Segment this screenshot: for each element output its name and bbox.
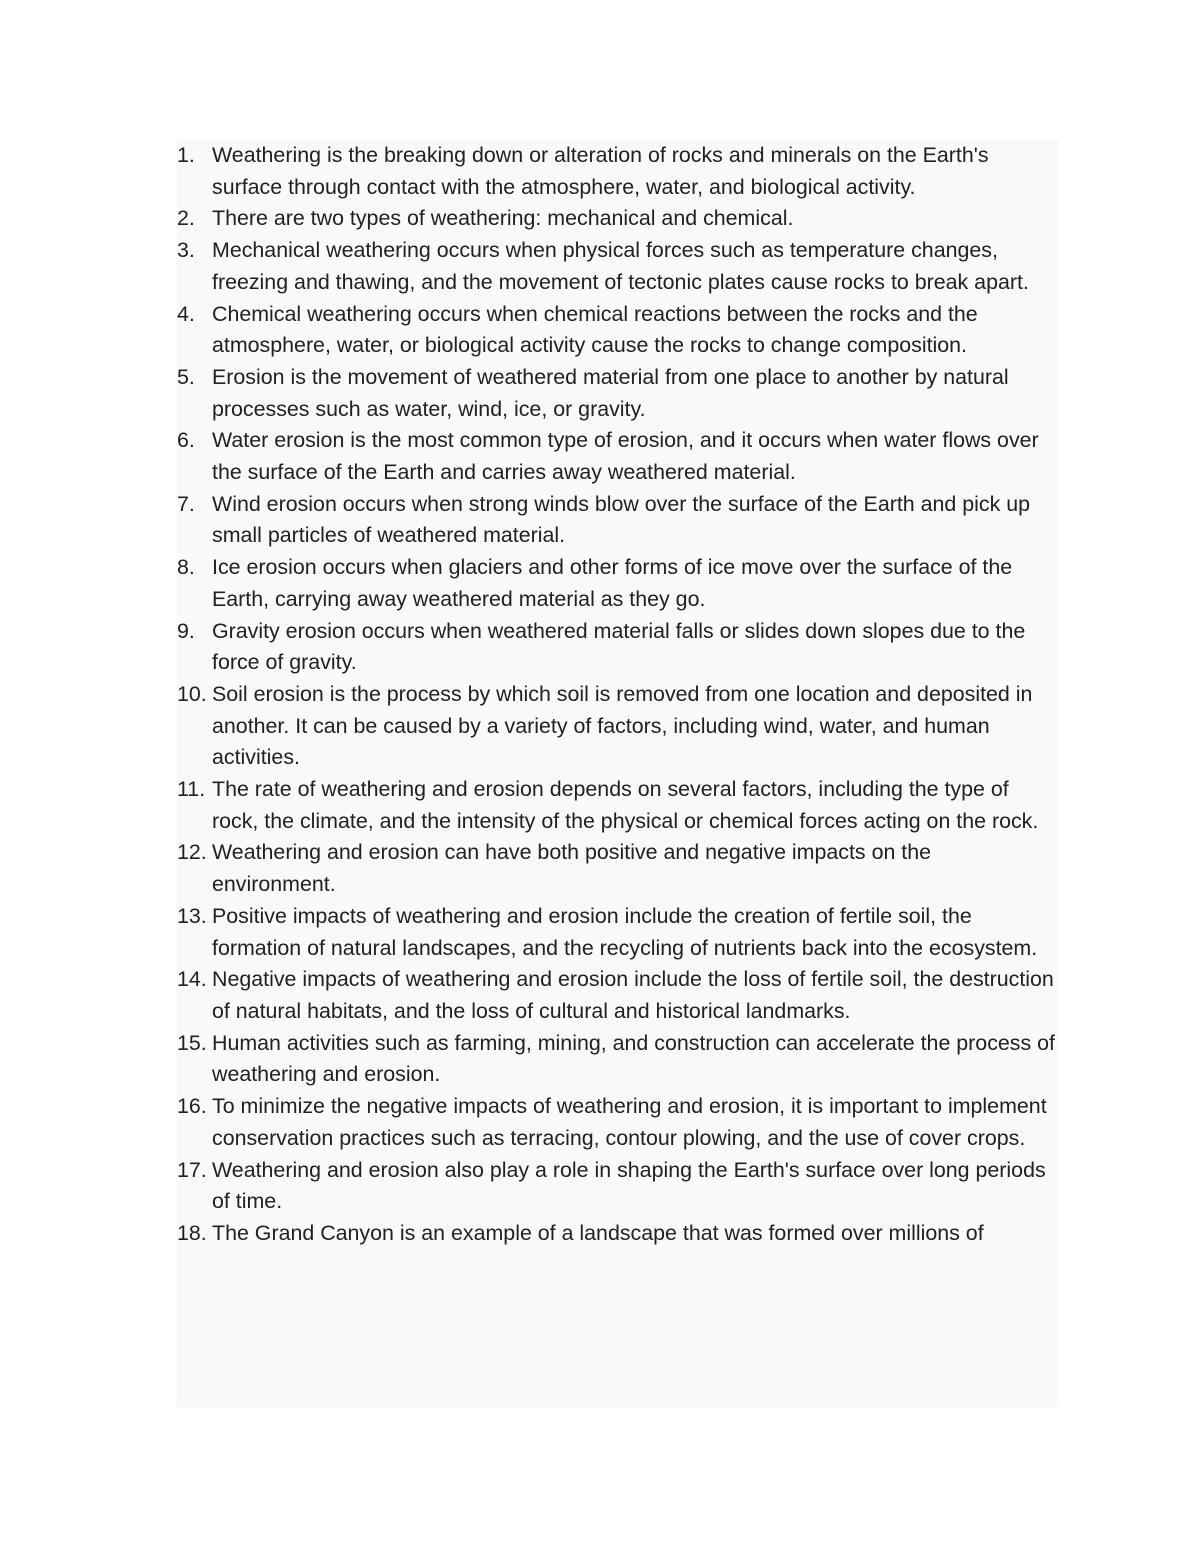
list-item-text: Weathering is the breaking down or alteration of rocks and minerals on the Earth's surface through contact with the atmosphere, water, and biological activity.: [212, 143, 989, 199]
list-item-text: Erosion is the movement of weathered material from one place to another by natural processes such as water, wind, ice, or gravity.: [212, 364, 1009, 421]
list-item-text: Positive impacts of weathering and erosion include the creation of fertile soil, the formation of natural landscapes, and the recycling of nutrients back into the ecosystem.: [212, 903, 1038, 960]
list-item-number: 17.: [177, 1157, 207, 1182]
list-item-number: 5.: [177, 364, 195, 389]
list-item-number: 10.: [177, 681, 207, 706]
list-item: [177, 837, 1059, 900]
list-item: [177, 1091, 1059, 1154]
list-item: [177, 774, 1059, 837]
list-item-number: 3.: [177, 238, 195, 263]
list-item-text: Wind erosion occurs when strong winds blow over the surface of the Earth and pick up small particles of weathered material.: [212, 491, 1031, 548]
list-item-number: 7.: [177, 491, 195, 516]
list-item-text: Chemical weathering occurs when chemical reactions between the rocks and the atmosphere, water, or biological activity cause the rocks to change composition.: [212, 301, 978, 358]
numbered-list-block: [177, 140, 1059, 1407]
list-item-text: Soil erosion is the process by which soil is removed from one location and deposited in another. It can be caused by a variety of factors, including wind, water, and human activities.: [212, 681, 1033, 770]
list-item: [177, 362, 1059, 425]
list-item-text: Weathering and erosion can have both positive and negative impacts on the environment.: [212, 840, 932, 897]
list-item-text: Mechanical weathering occurs when physical forces such as temperature changes, freezing and thawing, and the movement of tectonic plates cause rocks to break apart.: [212, 238, 1029, 294]
list-item-number: 11.: [177, 777, 206, 802]
list-item-text: The Grand Canyon is an example of a landscape that was formed over millions of: [212, 1220, 984, 1245]
list-item: [177, 1155, 1059, 1218]
list-item-number: 14.: [177, 967, 207, 992]
list-item-text: To minimize the negative impacts of weathering and erosion, it is important to implement conservation practices such as terracing, contour plowing, and the use of cover crops.: [212, 1094, 1047, 1150]
list-item-number: 8.: [177, 555, 195, 580]
list-item-text: Weathering and erosion also play a role in shaping the Earth's surface over long periods of time.: [212, 1157, 1046, 1214]
list-item-number: 15.: [177, 1030, 207, 1055]
numbered-list: [177, 140, 1059, 1250]
list-item-text: Ice erosion occurs when glaciers and other forms of ice move over the surface of the Earth, carrying away weathered material as they go.: [212, 555, 1013, 611]
list-item-number: 9.: [177, 618, 195, 643]
list-item: [177, 203, 1059, 235]
list-item: [177, 425, 1059, 488]
list-item: [177, 1218, 1059, 1250]
list-item: [177, 679, 1059, 774]
list-item: [177, 616, 1059, 679]
list-item-text: Gravity erosion occurs when weathered material falls or slides down slopes due to the force of gravity.: [212, 618, 1026, 675]
list-item: [177, 235, 1059, 298]
list-item-number: 13.: [177, 903, 207, 928]
list-item: [177, 140, 1059, 203]
list-item-number: 1.: [177, 143, 195, 167]
list-item: [177, 552, 1059, 615]
list-item: [177, 299, 1059, 362]
list-item-number: 6.: [177, 428, 195, 453]
list-item: [177, 1028, 1059, 1091]
list-item-number: 16.: [177, 1094, 207, 1119]
list-item: [177, 489, 1059, 552]
list-item-text: The rate of weathering and erosion depends on several factors, including the type of rock, the climate, and the intensity of the physical or chemical forces acting on the rock.: [212, 777, 1039, 833]
list-item-text: Water erosion is the most common type of erosion, and it occurs when water flows over the surface of the Earth and carries away weathered material.: [212, 428, 1039, 485]
list-item-text: Negative impacts of weathering and erosion include the loss of fertile soil, the destruction of natural habitats, and the loss of cultural and historical landmarks.: [212, 967, 1054, 1023]
list-item-number: 12.: [177, 840, 207, 865]
list-item-text: There are two types of weathering: mechanical and chemical.: [212, 206, 794, 231]
list-item-number: 18.: [177, 1220, 207, 1245]
list-item: [177, 901, 1059, 964]
list-item: [177, 964, 1059, 1027]
list-item-number: 4.: [177, 301, 195, 326]
list-item-number: 2.: [177, 206, 195, 231]
list-item-text: Human activities such as farming, mining, and construction can accelerate the process of weathering and erosion.: [212, 1030, 1055, 1087]
